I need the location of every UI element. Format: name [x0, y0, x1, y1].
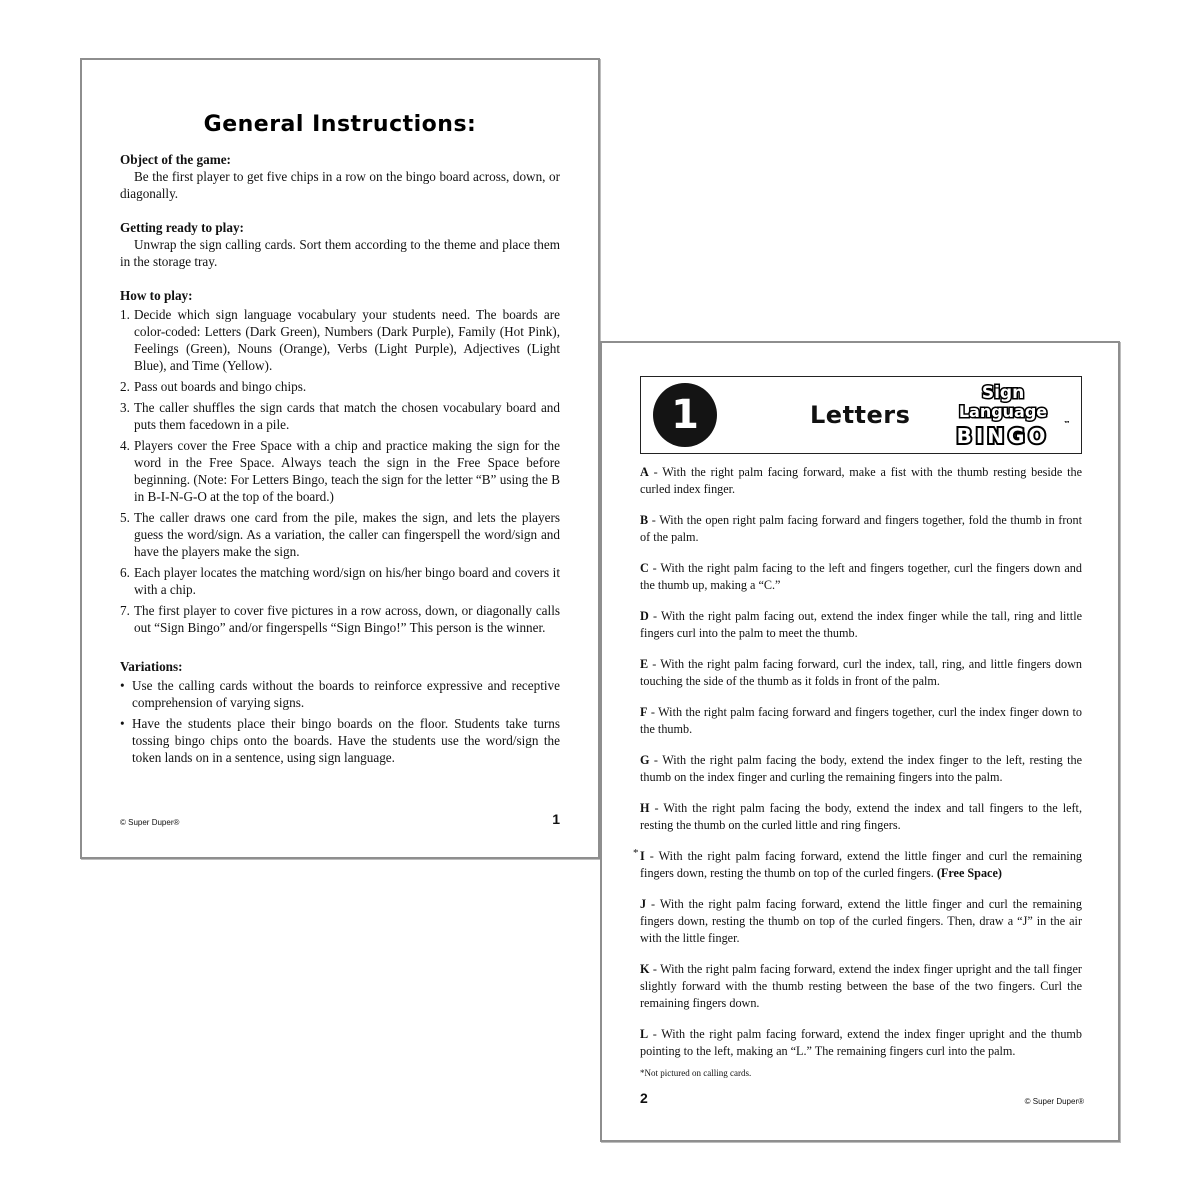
letter-entry: J - With the right palm facing forward, extend the little finger and curl the remaining fingers down, resting the thumb on top of the curled fingers. Then, draw a “J” in the air with the little finger. — [640, 897, 1082, 945]
letter-entry: L - With the right palm facing forward, extend the index finger upright and the thumb pointing to the left, making an “L.” The remaining fingers curl into the palm. — [640, 1027, 1082, 1058]
step-item — [120, 437, 560, 505]
entry-text: With the right palm facing forward, extend the little finger and curl the remaining fingers down, resting the thumb on top of the curled fingers. Then, draw a “J” in the air with the little finger. — [640, 897, 1082, 945]
letter-entries — [633, 464, 1083, 1060]
page-footer — [640, 1090, 1084, 1106]
variation-item — [120, 715, 560, 766]
entry-text: With the right palm facing to the left and fingers together, curl the fingers down and the thumb up, making a “C.” — [640, 561, 1082, 592]
section-banner — [640, 376, 1082, 454]
entry-text: With the open right palm facing forward and fingers together, fold the thumb in front of the palm. — [640, 513, 1082, 544]
letter-entry: B - With the open right palm facing forward and fingers together, fold the thumb in front of the palm. — [640, 513, 1082, 544]
step-item — [120, 306, 560, 374]
free-space-label: (Free Space) — [936, 866, 1002, 880]
entry-letter: E — [640, 657, 649, 671]
object-text: Be the first player to get five chips in a row on the bingo board across, down, or diagonally. — [120, 169, 560, 201]
entry-text: With the right palm facing forward, make a fist with the thumb resting beside the curled index finger. — [640, 465, 1082, 496]
step-number: 1. — [120, 307, 130, 322]
page-number: 2 — [640, 1090, 648, 1106]
object-heading: Object of the game: — [120, 152, 231, 167]
letter-entry: D - With the right palm facing out, extend the index finger while the tall, ring and little fingers curl into the palm to meet the thumb. — [640, 609, 1082, 640]
logo-word-sign: Sign — [981, 383, 1025, 403]
step-item — [120, 509, 560, 560]
section-title: Letters — [810, 401, 911, 429]
variations-heading: Variations: — [120, 659, 183, 674]
how-section — [120, 287, 560, 636]
bullet-icon: • — [120, 716, 125, 731]
entry-letter: C — [640, 561, 649, 575]
page-title: General Instructions: — [203, 112, 477, 137]
step-item — [120, 602, 560, 636]
how-heading: How to play: — [120, 288, 193, 303]
variation-text: Use the calling cards without the boards to reinforce expressive and receptive comprehension of varying signs. — [132, 678, 560, 710]
step-text: The caller shuffles the sign cards that match the chosen vocabulary board and puts them facedown in a pile. — [134, 400, 560, 432]
step-number: 6. — [120, 565, 130, 580]
step-number: 2. — [120, 379, 130, 394]
entry-letter: K — [640, 962, 650, 976]
step-number: 4. — [120, 438, 130, 453]
entry-letter: B — [640, 513, 649, 527]
entry-text: With the right palm facing the body, extend the index and tall fingers to the left, resting the thumb on the curled little and ring fingers. — [640, 801, 1082, 832]
steps-list — [120, 306, 560, 636]
entry-text: With the right palm facing forward and fingers together, curl the index finger down to the thumb. — [640, 705, 1082, 736]
copyright: © Super Duper® — [120, 818, 180, 827]
page-number: 1 — [552, 811, 560, 827]
letter-entry: A - With the right palm facing forward, make a fist with the thumb resting beside the curled index finger. — [640, 465, 1082, 496]
letter-entry: K - With the right palm facing forward, extend the index finger upright and the tall finger slightly forward with the thumb resting between the base of the two fingers. Curl the remaining fingers down. — [640, 962, 1082, 1010]
step-item — [120, 378, 560, 395]
entry-text: With the right palm facing forward, curl the index, tall, ring, and little fingers down touching the side of the thumb as it folds in front of the palm. — [640, 657, 1082, 688]
section-number-badge: 1 — [653, 383, 717, 447]
variations-list — [120, 677, 560, 766]
entry-letter: H — [640, 801, 650, 815]
ready-section — [120, 219, 560, 270]
step-item — [120, 399, 560, 433]
step-item — [120, 564, 560, 598]
step-text: Decide which sign language vocabulary your students need. The boards are color-coded: Letters (Dark Green), Numbers (Dark Purple), Family (Hot Pink), Feelings (Green), Nouns (Orange), Verbs (Light Purple), Adjectives (Light Blue), and Time (Yellow). — [134, 307, 560, 373]
entry-letter: G — [640, 753, 650, 767]
step-number: 7. — [120, 603, 130, 618]
step-number: 5. — [120, 510, 130, 525]
entry-letter: I — [640, 849, 645, 863]
variation-text: Have the students place their bingo boards on the floor. Students take turns tossing bingo chips onto the boards. Have the students use the word/sign the token lands on in a sentence, using sign language. — [132, 716, 560, 765]
letter-entry: F - With the right palm facing forward and fingers together, curl the index finger down to the thumb. — [640, 705, 1082, 736]
footnote: *Not pictured on calling cards. — [640, 1068, 752, 1078]
entry-letter: D — [640, 609, 649, 623]
entry-text: With the right palm facing forward, extend the index finger upright and the thumb pointing to the left, making an “L.” The remaining fingers curl into the palm. — [640, 1027, 1082, 1058]
asterisk-mark: * — [633, 847, 639, 859]
ready-text: Unwrap the sign calling cards. Sort them according to the theme and place them in the storage tray. — [120, 237, 560, 269]
logo-word-bingo: BINGO — [956, 424, 1050, 448]
letters-page — [600, 341, 1120, 1142]
entry-text: With the right palm facing forward, extend the little finger and curl the remaining fingers down, resting the thumb on top of the curled fingers. — [640, 849, 1083, 880]
instructions-page — [80, 58, 600, 859]
page-footer — [120, 811, 560, 827]
entry-letter: L — [640, 1027, 649, 1041]
step-number: 3. — [120, 400, 130, 415]
letter-entry: E - With the right palm facing forward, curl the index, tall, ring, and little fingers down touching the side of the thumb as it folds in front of the palm. — [640, 657, 1082, 688]
logo-word-language: Language — [958, 402, 1048, 421]
bullet-icon: • — [120, 678, 125, 693]
step-text: Players cover the Free Space with a chip and practice making the sign for the word in the Free Space. Always teach the sign in the Free Space before beginning. (Note: For Letters Bingo, teach the sign for the letter “B” using the B in B-I-N-G-O at the top of the board.) — [134, 438, 560, 504]
sign-language-bingo-logo — [941, 380, 1073, 448]
trademark: ™ — [1063, 420, 1071, 428]
entry-text: With the right palm facing out, extend the index finger while the tall, ring and little fingers curl into the palm to meet the thumb. — [640, 609, 1082, 640]
step-text: Pass out boards and bingo chips. — [134, 379, 307, 394]
step-text: The caller draws one card from the pile, makes the sign, and lets the players guess the word/sign. As a variation, the caller can fingerspell the word/sign and have the players make the sign. — [134, 510, 560, 559]
entry-text: With the right palm facing forward, extend the index finger upright and the tall finger slightly forward with the thumb resting between the base of the two fingers. Curl the remaining fingers down. — [640, 962, 1082, 1010]
ready-heading: Getting ready to play: — [120, 220, 244, 235]
variations-section — [120, 658, 560, 766]
object-section — [120, 151, 560, 202]
letter-entry: H - With the right palm facing the body, extend the index and tall fingers to the left, resting the thumb on the curled little and ring fingers. — [640, 801, 1082, 832]
step-text: The first player to cover five pictures in a row across, down, or diagonally calls out “Sign Bingo” and/or fingerspells “Sign Bingo!” This person is the winner. — [134, 603, 560, 635]
copyright: © Super Duper® — [1024, 1097, 1084, 1106]
entry-letter: A — [640, 465, 649, 479]
entry-text: With the right palm facing the body, extend the index finger to the left, resting the thumb on the index finger and curling the remaining fingers into the palm. — [640, 753, 1082, 784]
variation-item — [120, 677, 560, 711]
entry-letter: F — [640, 705, 648, 719]
letter-entry: C - With the right palm facing to the left and fingers together, curl the fingers down and the thumb up, making a “C.” — [640, 561, 1082, 592]
entry-letter: J — [640, 897, 647, 911]
letter-entry: * I - With the right palm facing forward, extend the little finger and curl the remaining fingers down, resting the thumb on top of the curled fingers. (Free Space) — [633, 847, 1083, 880]
step-text: Each player locates the matching word/sign on his/her bingo board and covers it with a chip. — [134, 565, 560, 597]
letter-entry: G - With the right palm facing the body, extend the index finger to the left, resting the thumb on the index finger and curling the remaining fingers into the palm. — [640, 753, 1082, 784]
